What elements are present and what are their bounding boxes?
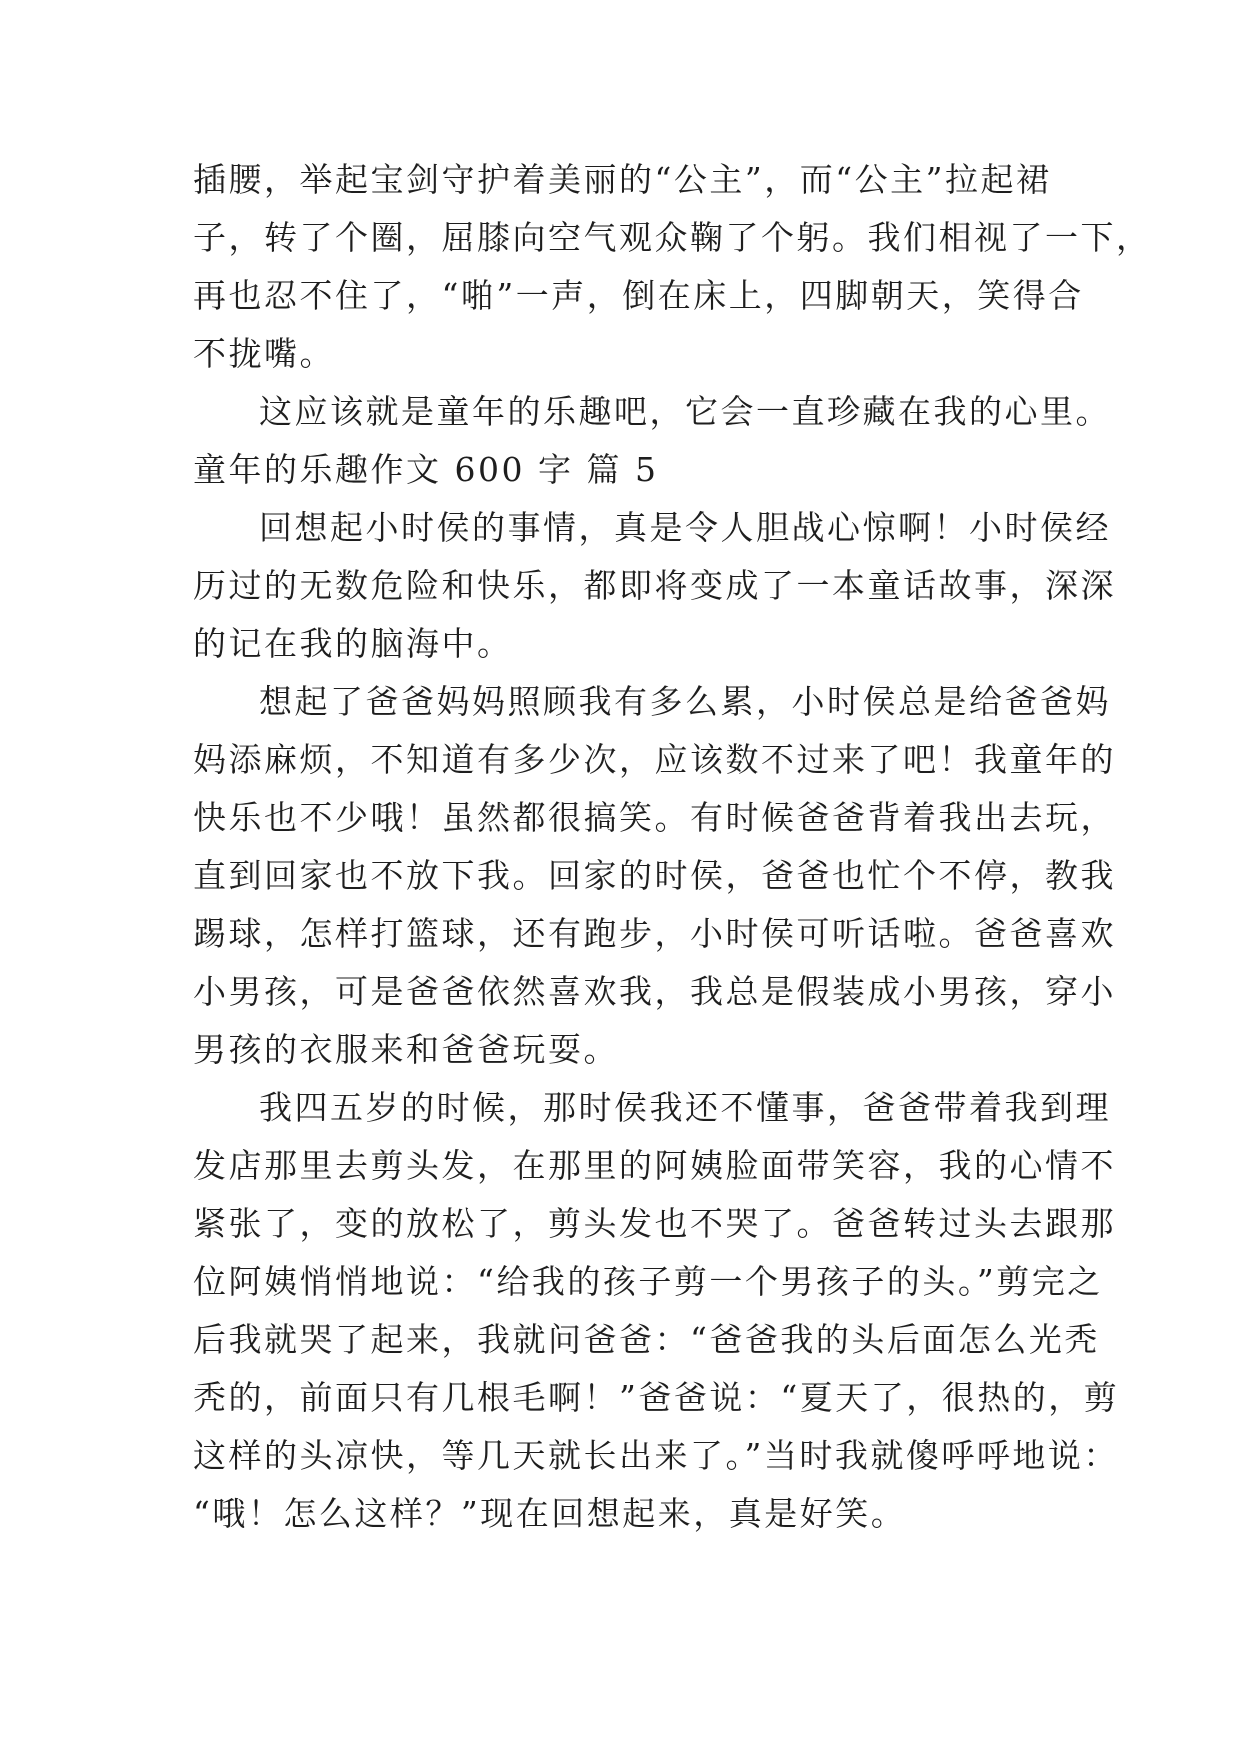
paragraph-line: 位阿姨悄悄地说：“给我的孩子剪一个男孩子的头。”剪完之 xyxy=(193,1262,1103,1301)
paragraph-line: 不拢嘴。 xyxy=(193,334,335,373)
paragraph-line: 想起了爸爸妈妈照顾我有多么累，小时侯总是给爸爸妈 xyxy=(259,682,1111,721)
paragraph-line: 发店那里去剪头发，在那里的阿姨脸面带笑容，我的心情不 xyxy=(193,1146,1116,1185)
paragraph-line: 再也忍不住了，“啪”一声，倒在床上，四脚朝天，笑得合 xyxy=(193,276,1084,315)
paragraph-line: 妈添麻烦，不知道有多少次，应该数不过来了吧！我童年的 xyxy=(193,740,1116,779)
paragraph-line: 的记在我的脑海中。 xyxy=(193,624,513,663)
paragraph-line: 快乐也不少哦！虽然都很搞笑。有时候爸爸背着我出去玩， xyxy=(193,798,1116,837)
paragraph-line: 直到回家也不放下我。回家的时侯，爸爸也忙个不停，教我 xyxy=(193,856,1116,895)
paragraph-line: 男孩的衣服来和爸爸玩耍。 xyxy=(193,1030,619,1069)
paragraph-line: 后我就哭了起来，我就问爸爸：“爸爸我的头后面怎么光秃 xyxy=(193,1320,1100,1359)
paragraph-line: 历过的无数危险和快乐，都即将变成了一本童话故事，深深 xyxy=(193,566,1116,605)
paragraph-line: 回想起小时侯的事情，真是令人胆战心惊啊！小时侯经 xyxy=(259,508,1111,547)
paragraph-line: 我四五岁的时候，那时侯我还不懂事，爸爸带着我到理 xyxy=(259,1088,1111,1127)
paragraph-line: 这样的头凉快，等几天就长出来了。”当时我就傻呼呼地说： xyxy=(193,1436,1119,1475)
paragraph-line: 紧张了，变的放松了，剪头发也不哭了。爸爸转过头去跟那 xyxy=(193,1204,1116,1243)
paragraph-line: 小男孩，可是爸爸依然喜欢我，我总是假装成小男孩，穿小 xyxy=(193,972,1116,1011)
paragraph-line: “哦！怎么这样？”现在回想起来，真是好笑。 xyxy=(193,1494,907,1533)
paragraph-line: 这应该就是童年的乐趣吧，它会一直珍藏在我的心里。 xyxy=(259,392,1111,431)
paragraph-line: 插腰，举起宝剑守护着美丽的“公主”，而“公主”拉起裙 xyxy=(193,160,1052,199)
paragraph-line: 踢球，怎样打篮球，还有跑步，小时侯可听话啦。爸爸喜欢 xyxy=(193,914,1116,953)
section-heading: 童年的乐趣作文 600 字 篇 5 xyxy=(193,450,659,489)
paragraph-line: 子，转了个圈，屈膝向空气观众鞠了个躬。我们相视了一下， xyxy=(193,218,1152,257)
paragraph-line: 秃的，前面只有几根毛啊！”爸爸说：“夏天了，很热的，剪 xyxy=(193,1378,1120,1417)
